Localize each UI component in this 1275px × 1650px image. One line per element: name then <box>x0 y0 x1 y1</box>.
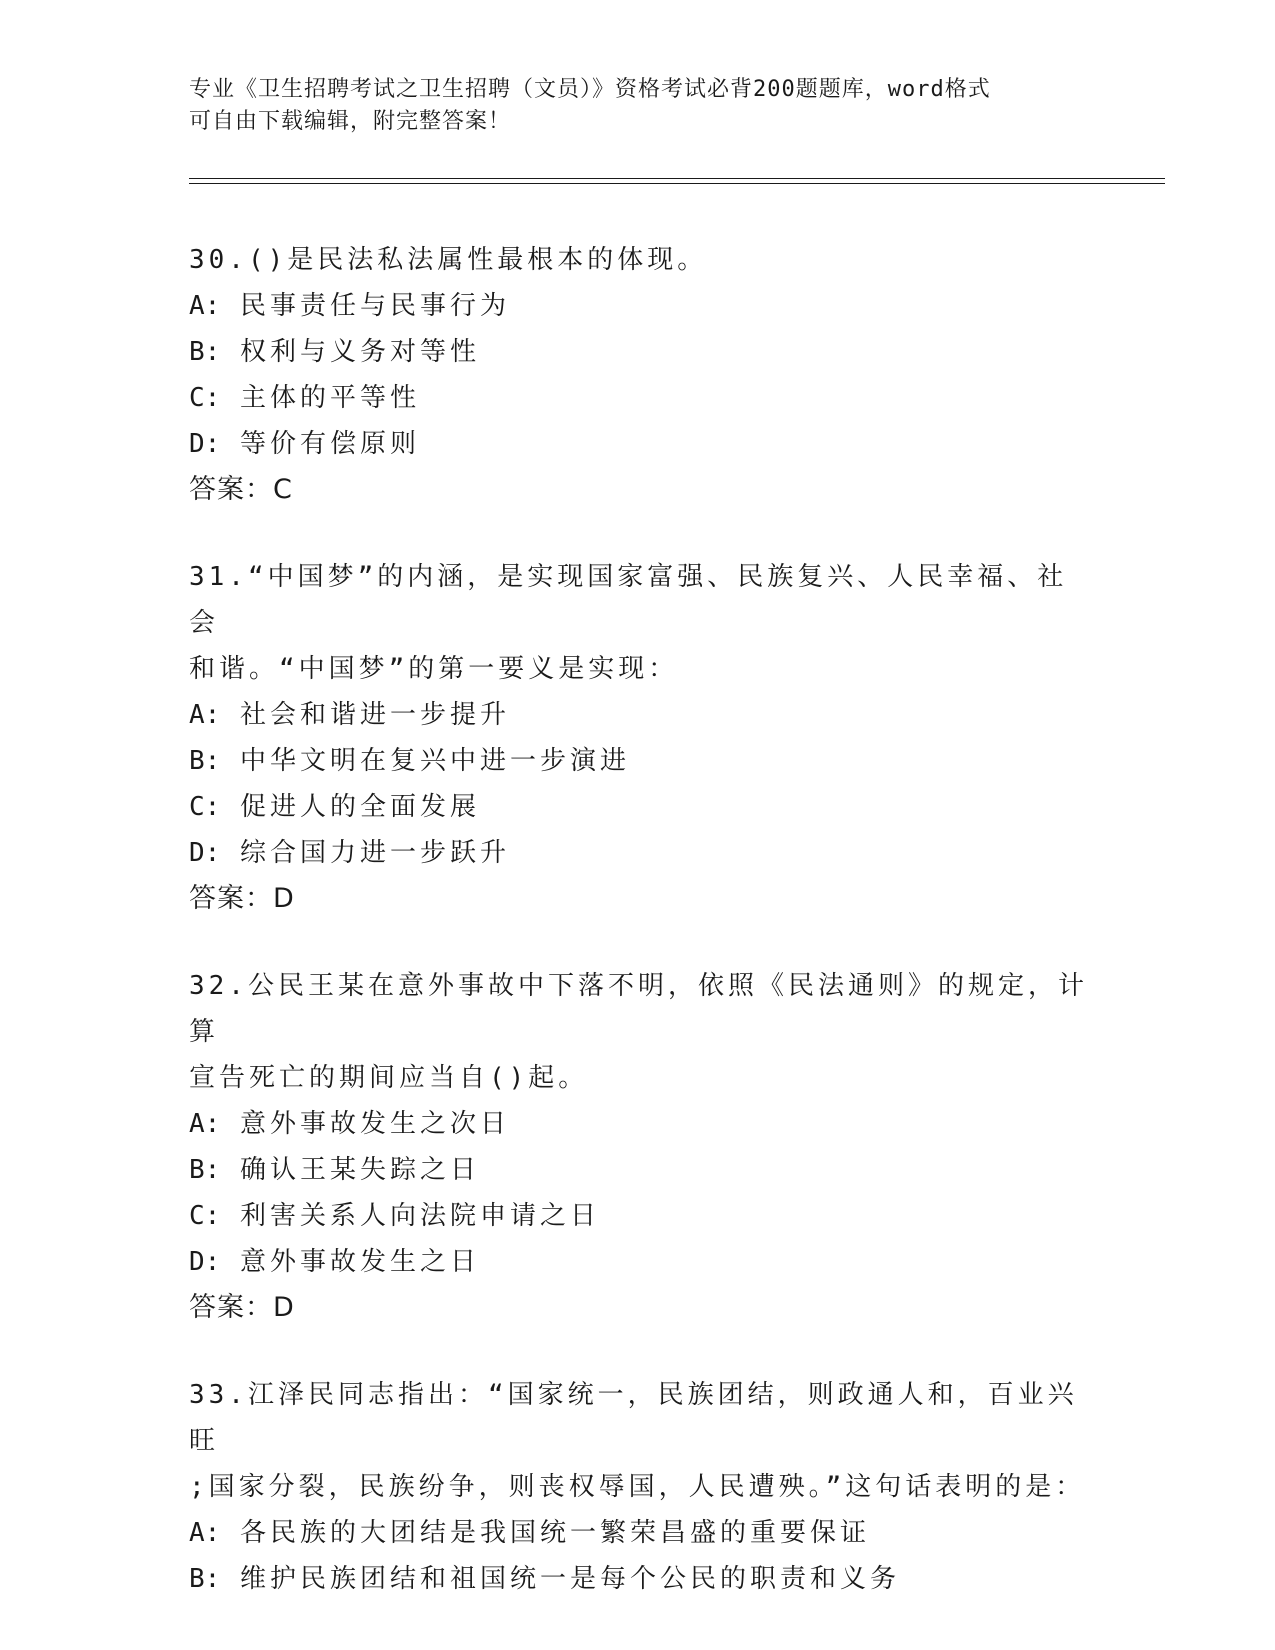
option-b: B: 维护民族团结和祖国统一是每个公民的职责和义务 <box>189 1564 900 1594</box>
question-30 <box>189 237 1089 513</box>
question-text-line-2: 宣告死亡的期间应当自()起。 <box>189 1063 589 1093</box>
question-31 <box>189 554 1089 922</box>
option-c: C: 利害关系人向法院申请之日 <box>189 1201 600 1231</box>
question-text-line-1: 32.公民王某在意外事故中下落不明，依照《民法通则》的规定，计算 <box>189 971 1088 1047</box>
answer: 答案：D <box>189 1292 295 1323</box>
answer: 答案：C <box>189 474 293 505</box>
document-header <box>189 74 1089 138</box>
option-c: C: 主体的平等性 <box>189 383 420 413</box>
option-b: B: 权利与义务对等性 <box>189 337 480 367</box>
question-33 <box>189 1372 1089 1602</box>
question-text-line-2: 和谐。“中国梦”的第一要义是实现： <box>189 654 679 684</box>
header-rule-top <box>189 178 1165 179</box>
option-a: A: 民事责任与民事行为 <box>189 291 510 321</box>
question-list <box>189 237 1089 1643</box>
option-b: B: 中华文明在复兴中进一步演进 <box>189 746 630 776</box>
question-32 <box>189 963 1089 1331</box>
option-a: A: 社会和谐进一步提升 <box>189 700 510 730</box>
question-text-line-2: ;国家分裂，民族纷争，则丧权辱国，人民遭殃。”这句话表明的是： <box>189 1472 1086 1502</box>
header-rule-bottom <box>189 183 1165 184</box>
answer: 答案：D <box>189 883 295 914</box>
question-text-line-1: 33.江泽民同志指出：“国家统一，民族团结，则政通人和，百业兴旺 <box>189 1380 1078 1456</box>
question-text-line-1: 31.“中国梦”的内涵，是实现国家富强、民族复兴、人民幸福、社会 <box>189 562 1068 638</box>
option-c: C: 促进人的全面发展 <box>189 792 480 822</box>
option-d: D: 等价有偿原则 <box>189 429 420 459</box>
option-b: B: 确认王某失踪之日 <box>189 1155 480 1185</box>
option-a: A: 意外事故发生之次日 <box>189 1109 510 1139</box>
option-d: D: 意外事故发生之日 <box>189 1247 480 1277</box>
option-d: D: 综合国力进一步跃升 <box>189 838 510 868</box>
question-text: 30.()是民法私法属性最根本的体现。 <box>189 245 708 275</box>
header-line-2: 可自由下载编辑，附完整答案！ <box>189 109 512 134</box>
header-line-1: 专业《卫生招聘考试之卫生招聘（文员）》资格考试必背200题题库，word格式 <box>189 77 991 102</box>
option-a: A: 各民族的大团结是我国统一繁荣昌盛的重要保证 <box>189 1518 870 1548</box>
